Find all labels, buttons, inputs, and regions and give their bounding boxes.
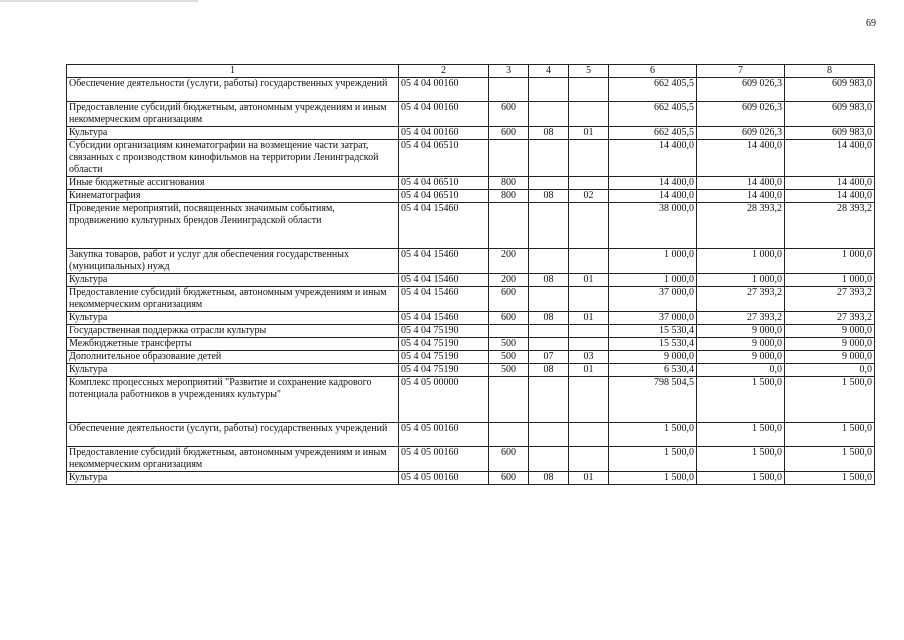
expense-type-cell <box>489 325 529 338</box>
subsection-cell <box>569 325 609 338</box>
amount-cell-col8: 1 000,0 <box>785 249 875 274</box>
item-name-cell: Межбюджетные трансферты <box>67 338 399 351</box>
amount-cell-col8: 1 500,0 <box>785 423 875 447</box>
amount-cell-col6: 37 000,0 <box>609 312 697 325</box>
table-row <box>67 377 875 423</box>
header-cell-8: 8 <box>785 65 875 78</box>
section-cell <box>529 78 569 102</box>
item-name-cell: Предоставление субсидий бюджетным, автономным учреждениям и иным некоммерческим организациям <box>67 447 399 472</box>
amount-cell-col8: 1 500,0 <box>785 447 875 472</box>
section-cell: 08 <box>529 312 569 325</box>
table-row <box>67 274 875 287</box>
target-code-cell: 05 4 04 15460 <box>399 287 489 312</box>
table-row <box>67 127 875 140</box>
amount-cell-col7: 14 400,0 <box>697 140 785 177</box>
amount-cell-col7: 0,0 <box>697 364 785 377</box>
section-cell: 08 <box>529 364 569 377</box>
item-name-cell: Культура <box>67 312 399 325</box>
expense-type-cell: 500 <box>489 351 529 364</box>
table-row <box>67 312 875 325</box>
amount-cell-col6: 15 530,4 <box>609 325 697 338</box>
amount-cell-col7: 609 026,3 <box>697 127 785 140</box>
header-cell-1: 1 <box>67 65 399 78</box>
section-cell <box>529 423 569 447</box>
item-name-cell: Культура <box>67 364 399 377</box>
table-row <box>67 78 875 102</box>
header-cell-2: 2 <box>399 65 489 78</box>
section-cell <box>529 249 569 274</box>
amount-cell-col6: 1 500,0 <box>609 447 697 472</box>
table-row <box>67 423 875 447</box>
amount-cell-col8: 9 000,0 <box>785 351 875 364</box>
amount-cell-col8: 14 400,0 <box>785 177 875 190</box>
section-cell: 07 <box>529 351 569 364</box>
section-cell <box>529 338 569 351</box>
amount-cell-col6: 662 405,5 <box>609 127 697 140</box>
amount-cell-col7: 14 400,0 <box>697 190 785 203</box>
table-row <box>67 102 875 127</box>
expense-type-cell: 200 <box>489 274 529 287</box>
amount-cell-col7: 9 000,0 <box>697 338 785 351</box>
amount-cell-col7: 609 026,3 <box>697 102 785 127</box>
expense-type-cell: 600 <box>489 287 529 312</box>
amount-cell-col8: 9 000,0 <box>785 338 875 351</box>
item-name-cell: Государственная поддержка отрасли культуры <box>67 325 399 338</box>
target-code-cell: 05 4 04 06510 <box>399 140 489 177</box>
header-cell-7: 7 <box>697 65 785 78</box>
section-cell: 08 <box>529 274 569 287</box>
expense-type-cell: 800 <box>489 190 529 203</box>
item-name-cell: Иные бюджетные ассигнования <box>67 177 399 190</box>
target-code-cell: 05 4 04 75190 <box>399 325 489 338</box>
amount-cell-col7: 1 500,0 <box>697 377 785 423</box>
amount-cell-col7: 1 500,0 <box>697 447 785 472</box>
item-name-cell: Предоставление субсидий бюджетным, автономным учреждениям и иным некоммерческим организациям <box>67 102 399 127</box>
page-number: 69 <box>866 18 876 29</box>
section-cell <box>529 140 569 177</box>
amount-cell-col7: 9 000,0 <box>697 351 785 364</box>
amount-cell-col7: 1 000,0 <box>697 249 785 274</box>
expense-type-cell: 500 <box>489 364 529 377</box>
table-row <box>67 472 875 485</box>
item-name-cell: Комплекс процессных мероприятий "Развитие и сохранение кадрового потенциала работников в учреждениях культуры" <box>67 377 399 423</box>
target-code-cell: 05 4 04 75190 <box>399 364 489 377</box>
scan-edge-mark <box>0 0 198 2</box>
expense-type-cell: 600 <box>489 472 529 485</box>
item-name-cell: Культура <box>67 127 399 140</box>
subsection-cell: 01 <box>569 364 609 377</box>
target-code-cell: 05 4 04 15460 <box>399 203 489 249</box>
subsection-cell <box>569 338 609 351</box>
amount-cell-col6: 1 000,0 <box>609 249 697 274</box>
target-code-cell: 05 4 04 15460 <box>399 312 489 325</box>
table-row <box>67 351 875 364</box>
amount-cell-col7: 1 000,0 <box>697 274 785 287</box>
header-cell-5: 5 <box>569 65 609 78</box>
table-row <box>67 190 875 203</box>
amount-cell-col7: 9 000,0 <box>697 325 785 338</box>
header-cell-3: 3 <box>489 65 529 78</box>
header-row <box>67 65 875 78</box>
subsection-cell <box>569 102 609 127</box>
section-cell: 08 <box>529 190 569 203</box>
amount-cell-col6: 1 500,0 <box>609 472 697 485</box>
amount-cell-col6: 798 504,5 <box>609 377 697 423</box>
section-cell <box>529 102 569 127</box>
amount-cell-col6: 662 405,5 <box>609 78 697 102</box>
target-code-cell: 05 4 04 00160 <box>399 78 489 102</box>
target-code-cell: 05 4 04 15460 <box>399 249 489 274</box>
expense-type-cell <box>489 140 529 177</box>
amount-cell-col7: 1 500,0 <box>697 423 785 447</box>
expense-type-cell <box>489 377 529 423</box>
section-cell <box>529 325 569 338</box>
amount-cell-col7: 28 393,2 <box>697 203 785 249</box>
subsection-cell: 01 <box>569 472 609 485</box>
amount-cell-col7: 27 393,2 <box>697 312 785 325</box>
expense-type-cell <box>489 78 529 102</box>
subsection-cell <box>569 78 609 102</box>
subsection-cell <box>569 447 609 472</box>
table-row <box>67 338 875 351</box>
item-name-cell: Культура <box>67 274 399 287</box>
amount-cell-col6: 6 530,4 <box>609 364 697 377</box>
expense-type-cell: 500 <box>489 338 529 351</box>
amount-cell-col6: 9 000,0 <box>609 351 697 364</box>
amount-cell-col6: 662 405,5 <box>609 102 697 127</box>
target-code-cell: 05 4 04 00160 <box>399 127 489 140</box>
amount-cell-col6: 1 000,0 <box>609 274 697 287</box>
subsection-cell: 03 <box>569 351 609 364</box>
amount-cell-col7: 14 400,0 <box>697 177 785 190</box>
amount-cell-col8: 9 000,0 <box>785 325 875 338</box>
item-name-cell: Предоставление субсидий бюджетным, автономным учреждениям и иным некоммерческим организациям <box>67 287 399 312</box>
amount-cell-col6: 14 400,0 <box>609 177 697 190</box>
subsection-cell: 01 <box>569 312 609 325</box>
subsection-cell: 02 <box>569 190 609 203</box>
expense-type-cell: 600 <box>489 312 529 325</box>
subsection-cell <box>569 177 609 190</box>
item-name-cell: Обеспечение деятельности (услуги, работы) государственных учреждений <box>67 78 399 102</box>
amount-cell-col6: 38 000,0 <box>609 203 697 249</box>
expense-type-cell <box>489 423 529 447</box>
amount-cell-col8: 609 983,0 <box>785 78 875 102</box>
amount-cell-col6: 14 400,0 <box>609 190 697 203</box>
section-cell: 08 <box>529 127 569 140</box>
amount-cell-col8: 1 500,0 <box>785 472 875 485</box>
amount-cell-col6: 37 000,0 <box>609 287 697 312</box>
table-row <box>67 177 875 190</box>
section-cell <box>529 377 569 423</box>
amount-cell-col8: 609 983,0 <box>785 102 875 127</box>
table-row <box>67 140 875 177</box>
table-body <box>67 78 875 485</box>
amount-cell-col8: 0,0 <box>785 364 875 377</box>
amount-cell-col8: 609 983,0 <box>785 127 875 140</box>
header-cell-6: 6 <box>609 65 697 78</box>
amount-cell-col7: 609 026,3 <box>697 78 785 102</box>
table-row <box>67 203 875 249</box>
expense-type-cell: 600 <box>489 102 529 127</box>
table-row <box>67 287 875 312</box>
amount-cell-col8: 1 000,0 <box>785 274 875 287</box>
budget-table <box>66 64 875 485</box>
item-name-cell: Субсидии организациям кинематографии на возмещение части затрат, связанных с производством кинофильмов на территории Ленинградской области <box>67 140 399 177</box>
target-code-cell: 05 4 04 75190 <box>399 351 489 364</box>
target-code-cell: 05 4 05 00160 <box>399 447 489 472</box>
table-row <box>67 447 875 472</box>
expense-type-cell: 600 <box>489 127 529 140</box>
expense-type-cell: 200 <box>489 249 529 274</box>
section-cell <box>529 447 569 472</box>
expense-type-cell <box>489 203 529 249</box>
subsection-cell: 01 <box>569 274 609 287</box>
target-code-cell: 05 4 04 00160 <box>399 102 489 127</box>
amount-cell-col8: 27 393,2 <box>785 312 875 325</box>
item-name-cell: Обеспечение деятельности (услуги, работы) государственных учреждений <box>67 423 399 447</box>
amount-cell-col8: 27 393,2 <box>785 287 875 312</box>
subsection-cell <box>569 249 609 274</box>
table-row <box>67 364 875 377</box>
section-cell <box>529 203 569 249</box>
target-code-cell: 05 4 05 00000 <box>399 377 489 423</box>
amount-cell-col6: 14 400,0 <box>609 140 697 177</box>
expense-type-cell: 800 <box>489 177 529 190</box>
target-code-cell: 05 4 04 15460 <box>399 274 489 287</box>
subsection-cell: 01 <box>569 127 609 140</box>
amount-cell-col6: 1 500,0 <box>609 423 697 447</box>
item-name-cell: Проведение мероприятий, посвященных значимым событиям, продвижению культурных брендов Ленинградской области <box>67 203 399 249</box>
target-code-cell: 05 4 04 75190 <box>399 338 489 351</box>
target-code-cell: 05 4 05 00160 <box>399 423 489 447</box>
section-cell <box>529 287 569 312</box>
amount-cell-col8: 14 400,0 <box>785 190 875 203</box>
table-row <box>67 325 875 338</box>
amount-cell-col6: 15 530,4 <box>609 338 697 351</box>
subsection-cell <box>569 377 609 423</box>
amount-cell-col8: 1 500,0 <box>785 377 875 423</box>
target-code-cell: 05 4 04 06510 <box>399 190 489 203</box>
item-name-cell: Закупка товаров, работ и услуг для обеспечения государственных (муниципальных) нужд <box>67 249 399 274</box>
item-name-cell: Кинематография <box>67 190 399 203</box>
subsection-cell <box>569 140 609 177</box>
amount-cell-col7: 1 500,0 <box>697 472 785 485</box>
section-cell <box>529 177 569 190</box>
target-code-cell: 05 4 04 06510 <box>399 177 489 190</box>
subsection-cell <box>569 203 609 249</box>
item-name-cell: Дополнительное образование детей <box>67 351 399 364</box>
expense-type-cell: 600 <box>489 447 529 472</box>
target-code-cell: 05 4 05 00160 <box>399 472 489 485</box>
amount-cell-col8: 14 400,0 <box>785 140 875 177</box>
header-cell-4: 4 <box>529 65 569 78</box>
subsection-cell <box>569 423 609 447</box>
item-name-cell: Культура <box>67 472 399 485</box>
table-row <box>67 249 875 274</box>
amount-cell-col7: 27 393,2 <box>697 287 785 312</box>
section-cell: 08 <box>529 472 569 485</box>
subsection-cell <box>569 287 609 312</box>
amount-cell-col8: 28 393,2 <box>785 203 875 249</box>
